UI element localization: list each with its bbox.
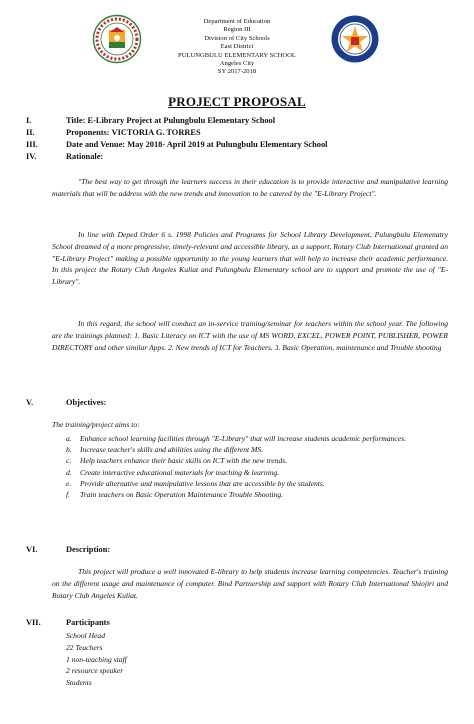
section-text: Participants	[66, 618, 110, 627]
header-line: Region III	[223, 26, 251, 34]
description-paragraph: This project will produce a well innovated E-library to help students increase learning competencies. Teacher's training on the different usage and maintenance of computer. Bind Partnership and support with Rotary Club International Shiojiri and Rotary Club Angeles Kuliat.	[52, 567, 448, 600]
header-line: PULUNGBULU ELEMENTARY SCHOOL	[178, 51, 296, 59]
list-item: Students	[66, 678, 92, 688]
section-text: Date and Venue: May 2018- April 2019 at Pulungbulu Elementary School	[66, 140, 328, 149]
list-letter: e.	[66, 478, 72, 488]
list-item	[66, 433, 448, 444]
section-description	[26, 545, 110, 554]
rationale-paragraph-2: In line with Deped Order 6 s. 1998 Policies and Programs for School Library Development, Pulungbulu Elemenatry School dreamed of a more progressive, timely-relevant and accessible library, as a support, Rotary Club International granted an "E-Library Project" making a possible opportunity to the young learners that will help to increase their academic performance. In this project the Rotary Club Angeles Kuliat and Pulungbulu Elementary school are to support and promote the use of "E-Library".	[52, 230, 448, 287]
section-text: Rationale:	[66, 152, 104, 161]
header-line: SY 2017-2018	[217, 68, 257, 76]
list-item: 22 Teachers	[66, 642, 103, 652]
list-item	[66, 444, 448, 455]
section-number: VII.	[26, 618, 41, 627]
document-header	[0, 18, 474, 77]
list-letter: f.	[66, 490, 71, 500]
list-text: Enhance school learning facilities through "E-Library" that will increase students academic performances.	[80, 434, 406, 443]
section-participants	[26, 618, 110, 627]
section-objectives	[26, 398, 106, 407]
list-item: School Head	[66, 631, 106, 640]
section-text: Description:	[66, 545, 111, 554]
section-text: Title: E-Library Project at Pulungbulu Elementary School	[66, 116, 276, 125]
section-proponents	[26, 128, 201, 137]
list-item	[66, 455, 448, 466]
section-title	[26, 116, 275, 125]
header-line: East District	[220, 43, 254, 51]
section-number: VI.	[26, 545, 38, 554]
list-item	[66, 467, 448, 478]
list-letter: a.	[66, 434, 72, 443]
list-item: 2 resource speaker	[66, 666, 124, 676]
section-number: V.	[26, 398, 34, 407]
list-text: Increase teacher's skills and abilities using the different MS.	[80, 445, 264, 455]
list-item	[66, 489, 448, 500]
section-number: II.	[26, 128, 35, 137]
section-number: III.	[26, 140, 38, 149]
section-text: Objectives:	[66, 398, 107, 407]
section-rationale	[26, 152, 103, 161]
list-letter: b.	[66, 445, 72, 455]
objectives-intro: The training/project aims to:	[52, 420, 140, 429]
document-title: PROJECT PROPOSAL	[168, 94, 306, 109]
list-letter: c.	[66, 456, 72, 466]
objectives-list	[66, 433, 448, 500]
rationale-paragraph-1: "The best way to get through the learners success in their education is to provide interactive and manipulative learning materials that will be address with the new trends and innovation to be catered by the "E-Library Project".	[52, 177, 448, 198]
header-line: Angeles City	[219, 60, 255, 68]
list-item	[66, 478, 448, 489]
participants-list	[66, 630, 127, 689]
header-line: Division of City Schools	[204, 34, 270, 42]
header-line: Department of Education	[203, 18, 271, 25]
list-item: 1 non-teaching staff	[66, 654, 127, 664]
list-letter: d.	[66, 467, 72, 477]
section-date-venue	[26, 140, 328, 149]
list-text: Train teachers on Basic Operation Maintenance Trouble Shooting.	[80, 490, 284, 500]
list-text: Create interactive educational materials for teaching & learning.	[80, 467, 280, 477]
section-number: IV.	[26, 152, 37, 161]
section-number: I.	[26, 116, 32, 125]
rationale-paragraph-3: In this regard, the school will conduct an in-service training/seminar for teachers within the school year. The following are the trainings planned: 1. Basic Literacy on ICT with the use of MS WORD, EXCEL, POWER POINT, PUBLISHER, POWER DIRECTORY and other similar Apps. 2. New trends of ICT for Teachers. 3. Basic Operation, maintenance and Trouble shooting	[52, 319, 448, 352]
list-text: Provide alternative and manipulative lessons that are accessible by the students.	[80, 478, 325, 488]
list-text: Help teachers enhance their basic skills on ICT with the new trends.	[80, 456, 288, 466]
section-text: Proponents: VICTORIA G. TORRES	[66, 128, 201, 137]
